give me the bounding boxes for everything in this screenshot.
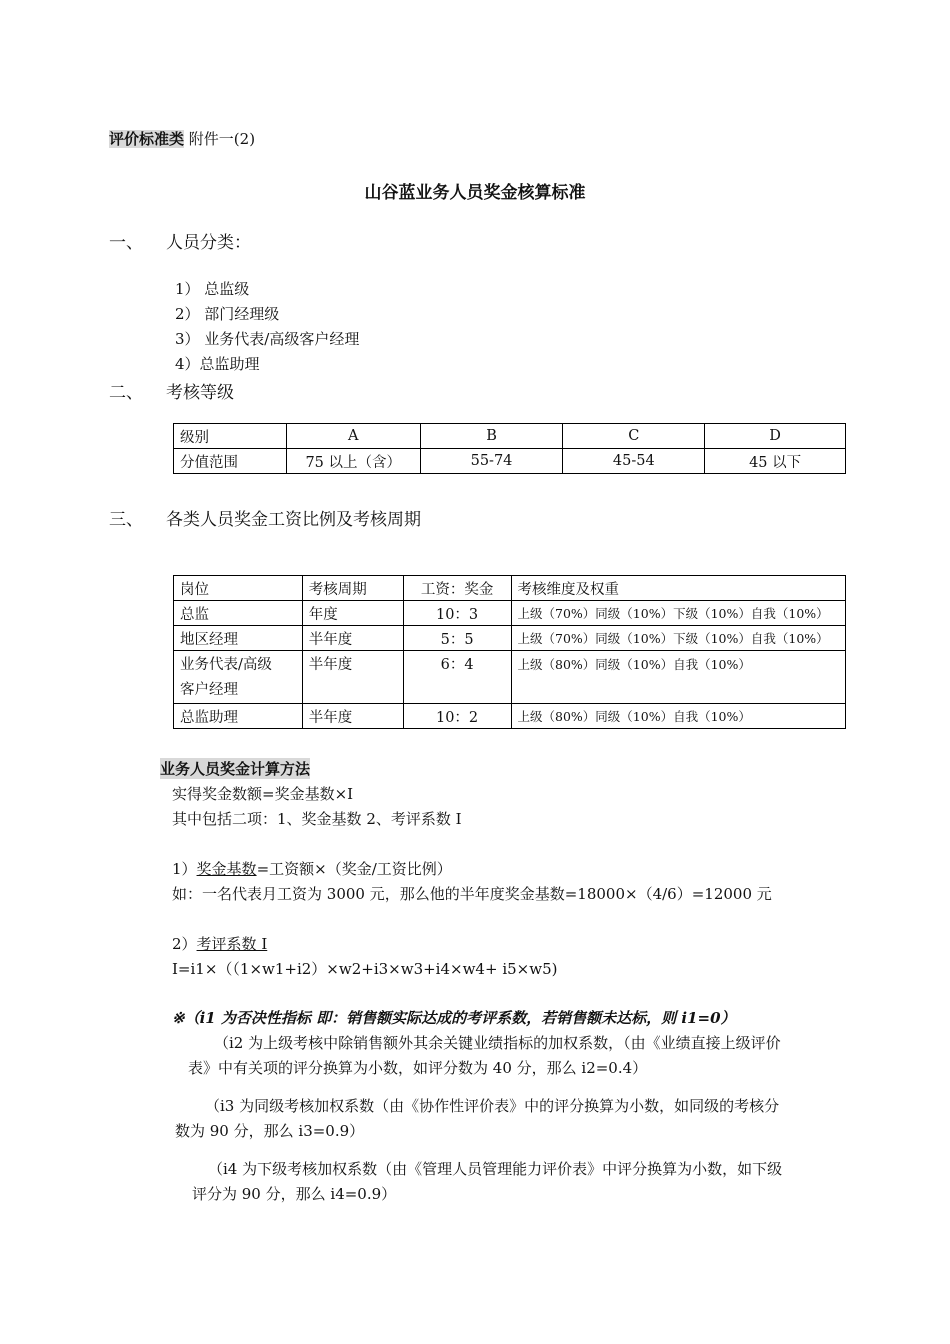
section1-heading: 人员分类：: [166, 233, 251, 253]
table-row: [174, 424, 846, 449]
note-i1: ※（i1 为否决性指标 即：销售额实际达成的考评系数，若销售额未达标，则 i1=0）: [172, 1009, 736, 1027]
method-line: 实得奖金数额=奖金基数×I: [172, 785, 354, 803]
coefficient-formula: I=i1×（（1×w1+i2）×w2+i3×w3+i4×w4+ i5×w5): [172, 960, 558, 978]
table-row: [174, 601, 846, 626]
method-line: 其中包括二项：1、奖金基数 2、考评系数 I: [172, 810, 462, 828]
section1-number: 一、: [109, 233, 143, 253]
table-cell: 75 以上（含）: [286, 449, 420, 474]
grade-table: [173, 423, 846, 474]
bonus-base-line: [172, 858, 452, 879]
method-heading: 业务人员奖金计算方法: [160, 760, 311, 778]
table-cell: 级别: [174, 424, 287, 449]
table-cell: 上级（70%）同级（10%）下级（10%）自我（10%）: [511, 601, 845, 626]
section3-number: 三、: [109, 510, 143, 530]
table-cell: 6：4: [403, 651, 511, 704]
table-cell: 半年度: [302, 651, 403, 704]
table-cell: 45 以下: [705, 449, 846, 474]
table-cell: 地区经理: [174, 626, 303, 651]
table-cell: 上级（80%）同级（10%）自我（10%）: [511, 651, 845, 704]
note-i3-line2: 数为 90 分，那么 i3=0.9）: [175, 1122, 365, 1140]
table-cell: 考核周期: [302, 576, 403, 601]
table-cell: 55-74: [420, 449, 563, 474]
note-i3-line1: （i3 为同级考核加权系数（由《协作性评价表》中的评分换算为小数，如同级的考核分: [205, 1097, 780, 1115]
table-row: [174, 704, 846, 729]
section2-number: 二、: [109, 383, 143, 403]
table-cell: 10：3: [403, 601, 511, 626]
table-row: [174, 576, 846, 601]
table-cell: B: [420, 424, 563, 449]
bonus-ratio-table: [173, 575, 846, 729]
table-cell: 上级（80%）同级（10%）自我（10%）: [511, 704, 845, 729]
table-row: [174, 651, 846, 704]
note-i2-line1: （i2 为上级考核中除销售额外其余关键业绩指标的加权系数，（由《业绩直接上级评价: [214, 1034, 781, 1052]
note-i4-line1: （i4 为下级考核加权系数（由《管理人员管理能力评价表》中评分换算为小数，如下级: [208, 1160, 783, 1178]
coefficient-prefix: 2）: [172, 935, 197, 953]
section3-heading: 各类人员奖金工资比例及考核周期: [166, 510, 421, 530]
category-label: 评价标准类: [109, 130, 185, 148]
table-cell: 分值范围: [174, 449, 287, 474]
table-cell: 5：5: [403, 626, 511, 651]
list-item: 2） 部门经理级: [175, 305, 280, 323]
table-cell: 45-54: [563, 449, 705, 474]
list-item: 1） 总监级: [175, 280, 250, 298]
table-row: [174, 449, 846, 474]
table-cell: C: [563, 424, 705, 449]
attachment-label: 附件一(2): [188, 130, 256, 148]
page-title: 山谷蓝业务人员奖金核算标准: [364, 183, 586, 203]
table-cell: 10：2: [403, 704, 511, 729]
note-i4-line2: 评分为 90 分，那么 i4=0.9）: [192, 1185, 397, 1203]
bonus-base-label: 奖金基数: [196, 860, 257, 878]
note-i2-line2: 表》中有关项的评分换算为小数，如评分数为 40 分，那么 i2=0.4）: [188, 1059, 648, 1077]
table-cell: 半年度: [302, 704, 403, 729]
list-item: 4）总监助理: [175, 355, 260, 373]
table-cell: A: [286, 424, 420, 449]
table-cell: D: [705, 424, 846, 449]
table-cell: 考核维度及权重: [511, 576, 845, 601]
section2-heading: 考核等级: [166, 383, 234, 403]
bonus-base-prefix: 1）: [172, 860, 197, 878]
table-cell: 业务代表/高级 客户经理: [174, 651, 303, 704]
document-header: [109, 128, 255, 149]
table-cell: 总监助理: [174, 704, 303, 729]
table-cell: 年度: [302, 601, 403, 626]
bonus-base-example: 如：一名代表月工资为 3000 元，那么他的半年度奖金基数=18000×（4/6）=12000 元: [172, 885, 772, 903]
table-cell: 上级（70%）同级（10%）下级（10%）自我（10%）: [511, 626, 845, 651]
bonus-base-formula: =工资额×（奖金/工资比例）: [256, 860, 452, 878]
table-cell: 半年度: [302, 626, 403, 651]
table-cell: 总监: [174, 601, 303, 626]
coefficient-label: 考评系数 I: [196, 935, 268, 953]
list-item: 3） 业务代表/高级客户经理: [175, 330, 360, 348]
table-row: [174, 626, 846, 651]
coefficient-line: [172, 933, 267, 954]
table-cell: 岗位: [174, 576, 303, 601]
table-cell: 工资：奖金: [403, 576, 511, 601]
